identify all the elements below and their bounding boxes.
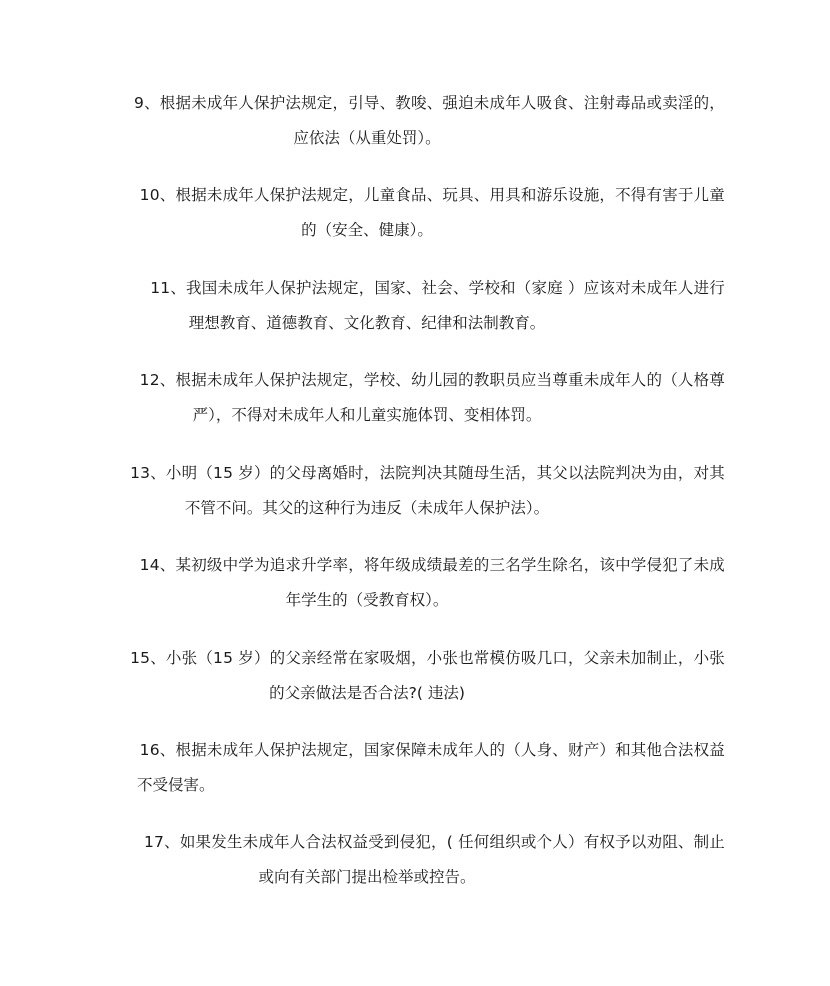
question-line-2: 理想教育、道德教育、文化教育、纪律和法制教育。 (188, 314, 546, 332)
question-line-2: 的父亲做法是否合法?( 违法) (269, 684, 465, 702)
question-line-2: 不受侵害。 (137, 776, 215, 794)
question-line-1: 12、根据未成年人保护法规定，学校、幼儿园的教职员应当尊重未成年人的（人格尊 (139, 371, 725, 389)
question-line-1: 11、我国未成年人保护法规定，国家、社会、学校和（家庭 ）应该对未成年人进行 (150, 279, 725, 297)
question-line-2: 不管不问。其父的这种行为违反（未成年人保护法）。 (184, 499, 550, 517)
question-line-1: 9、根据未成年人保护法规定，引导、教唆、强迫未成年人吸食、注射毒品或卖淫的， (134, 94, 725, 112)
question-line-2: 严），不得对未成年人和儿童实施体罚、变相体罚。 (192, 406, 542, 424)
question-line-1: 17、如果发生未成年人合法权益受到侵犯，( 任何组织或个人）有权予以劝阻、制止 (144, 833, 725, 851)
question-line-2: 应依法（从重处罚）。 (293, 129, 441, 147)
question-line-1: 13、小明（15 岁）的父母离婚时，法院判决其随母生活，其父以法院判决为由，对其 (130, 464, 725, 482)
question-line-1: 14、某初级中学为追求升学率，将年级成绩最差的三名学生除名，该中学侵犯了未成 (139, 556, 725, 574)
question-line-2: 或向有关部门提出检举或控告。 (258, 868, 476, 886)
question-line-2: 年学生的（受教育权）。 (285, 591, 449, 609)
question-line-1: 15、小张（15 岁）的父亲经常在家吸烟，小张也常模仿吸几口，父亲未加制止，小张 (130, 649, 725, 667)
question-line-1: 16、根据未成年人保护法规定，国家保障未成年人的（人身、财产）和其他合法权益 (139, 741, 725, 759)
question-line-2: 的（安全、健康）。 (301, 221, 433, 239)
question-line-1: 10、根据未成年人保护法规定，儿童食品、玩具、用具和游乐设施，不得有害于儿童 (139, 186, 725, 204)
